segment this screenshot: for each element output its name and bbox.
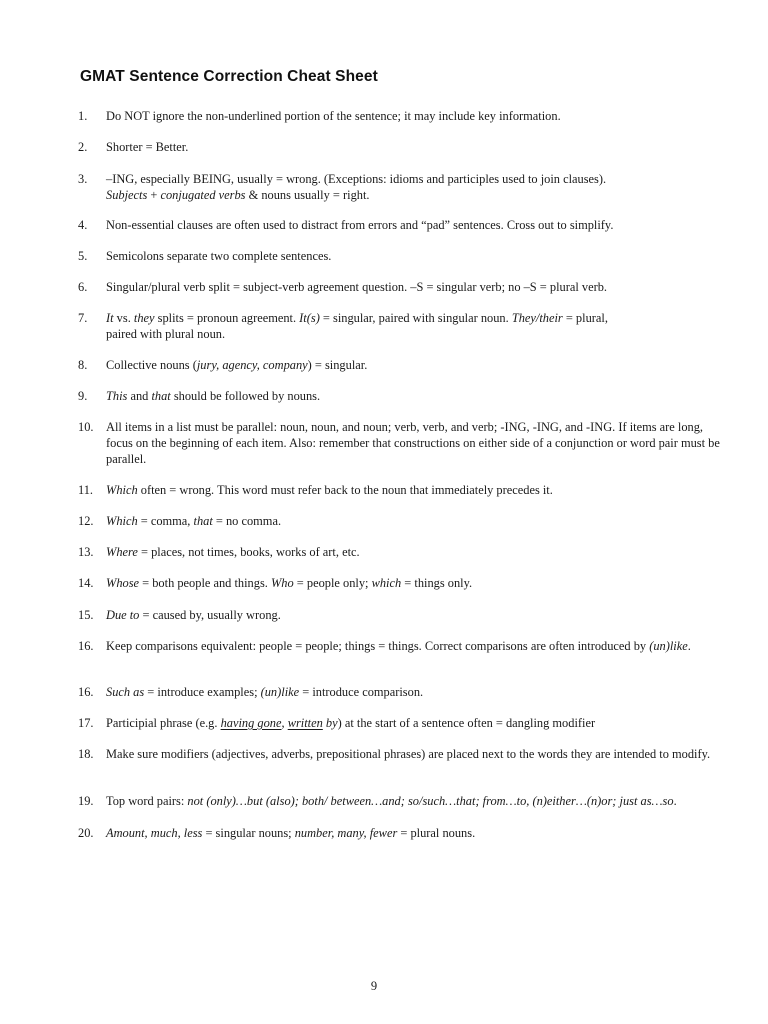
item-number: 16. (78, 639, 94, 653)
list-item (78, 638, 728, 654)
list-item (78, 357, 728, 373)
item-text: Make sure modifiers (adjectives, adverbs, prepositional phrases) are placed next to the words they are intended to modify. (106, 747, 711, 761)
item-text: –ING, especially BEING, usually = wrong. (Exceptions: idioms and participles used to join clauses). Subjects + conjugated verbs & nouns usually = right. (106, 172, 607, 202)
list-item (78, 171, 728, 203)
italic-term: Due to (106, 608, 140, 622)
item-text: Due to = caused by, usually wrong. (106, 608, 281, 622)
italic-term: which (371, 576, 402, 590)
list-item (78, 310, 728, 342)
italic-term: (un)like (260, 685, 300, 699)
list-item (78, 139, 728, 155)
italic-term: They/their (511, 311, 563, 325)
list-item (78, 217, 728, 233)
item-number: 18. (78, 747, 94, 761)
italic-term: by (325, 716, 338, 730)
list-item (78, 544, 728, 560)
item-text: Whose = both people and things. Who = people only; which = things only. (106, 576, 473, 590)
italic-term: Whose (106, 576, 140, 590)
item-text: Top word pairs: not (only)…but (also); both/ between…and; so/such…that; from…to, (n)either…(n)or; just as…so. (106, 794, 677, 808)
item-text: Where = places, not times, books, works of art, etc. (106, 545, 360, 559)
italic-term: Subjects (106, 188, 148, 202)
item-number: 2. (78, 140, 88, 154)
italic-term: Who (270, 576, 294, 590)
list-item (78, 684, 728, 700)
item-number: 3. (78, 172, 88, 186)
item-text: Keep comparisons equivalent: people = people; things = things. Correct comparisons are often introduced by (un)like. (106, 639, 691, 653)
italic-term: number, many, fewer (294, 826, 398, 840)
list-item (78, 825, 728, 841)
item-text: Amount, much, less = singular nouns; number, many, fewer = plural nouns. (106, 826, 476, 840)
list-item (78, 248, 728, 264)
italic-term: jury, agency, company (196, 358, 308, 372)
list-item (78, 575, 728, 591)
italic-term: they (133, 311, 155, 325)
item-number: 13. (78, 545, 94, 559)
list-item (78, 513, 728, 529)
italic-term: that (151, 389, 171, 403)
item-text: Which = comma, that = no comma. (106, 514, 282, 528)
list-item (78, 746, 728, 762)
italic-term: It (106, 311, 114, 325)
item-text: Do NOT ignore the non-underlined portion of the sentence; it may include key information. (106, 109, 561, 123)
list-item (78, 793, 728, 809)
italic-term: This (106, 389, 128, 403)
item-text: Which often = wrong. This word must refer back to the noun that immediately precedes it. (106, 483, 553, 497)
item-number: 8. (78, 358, 88, 372)
italic-term: Which (106, 514, 138, 528)
item-number: 10. (78, 420, 94, 434)
page-number: 9 (370, 979, 378, 993)
list-item (78, 607, 728, 623)
item-number: 12. (78, 514, 94, 528)
item-number: 14. (78, 576, 94, 590)
item-number: 4. (78, 218, 88, 232)
italic-term: It(s) (299, 311, 320, 325)
italic-term: Where (106, 545, 138, 559)
item-text: Shorter = Better. (106, 140, 189, 154)
italic-term: Such as (106, 685, 145, 699)
item-text: Participial phrase (e.g. having gone, written by) at the start of a sentence often = dangling modifier (106, 716, 596, 730)
list-item (78, 419, 728, 467)
item-number: 7. (78, 311, 88, 325)
item-number: 9. (78, 389, 88, 403)
underlined-term: having gone (220, 716, 282, 730)
item-text: It vs. they splits = pronoun agreement. It(s) = singular, paired with singular noun. They/their = plural, paired with plural noun. (106, 311, 608, 341)
item-text: Semicolons separate two complete sentences. (106, 249, 332, 263)
italic-term: conjugated verbs (160, 188, 246, 202)
italic-term: not (only)…but (also); both/ between…and; so/such…that; from…to, (n)either…(n)or; just as…so (187, 794, 674, 808)
item-number: 20. (78, 826, 94, 840)
list-item (78, 388, 728, 404)
italic-term: (un)like (649, 639, 688, 653)
item-text: Collective nouns (jury, agency, company) = singular. (106, 358, 368, 372)
item-number: 16. (78, 685, 94, 699)
italic-term: Amount, much, less (106, 826, 203, 840)
item-number: 6. (78, 280, 88, 294)
list-item (78, 108, 728, 124)
page-title: GMAT Sentence Correction Cheat Sheet (80, 68, 378, 85)
list-item (78, 279, 728, 295)
item-number: 15. (78, 608, 94, 622)
item-text: Singular/plural verb split = subject-verb agreement question. –S = singular verb; no –S = plural verb. (106, 280, 607, 294)
item-text: This and that should be followed by nouns. (106, 389, 321, 403)
item-number: 5. (78, 249, 88, 263)
item-number: 1. (78, 109, 88, 123)
list-item (78, 715, 728, 731)
item-number: 19. (78, 794, 94, 808)
item-number: 11. (78, 483, 94, 497)
item-text: Non-essential clauses are often used to distract from errors and “pad” sentences. Cross out to simplify. (106, 218, 614, 232)
item-number: 17. (78, 716, 94, 730)
list-item (78, 482, 728, 498)
underlined-term: written (287, 716, 323, 730)
italic-term: Which (106, 483, 138, 497)
item-text: Such as = introduce examples; (un)like = introduce comparison. (106, 685, 424, 699)
item-text: All items in a list must be parallel: noun, noun, and noun; verb, verb, and verb; -ING, -ING, and -ING. If items are long, focus on the beginning of each item. Also: remember that constructions on either side of a conjunction or word pair must be parallel. (106, 420, 720, 466)
italic-term: that (193, 514, 213, 528)
